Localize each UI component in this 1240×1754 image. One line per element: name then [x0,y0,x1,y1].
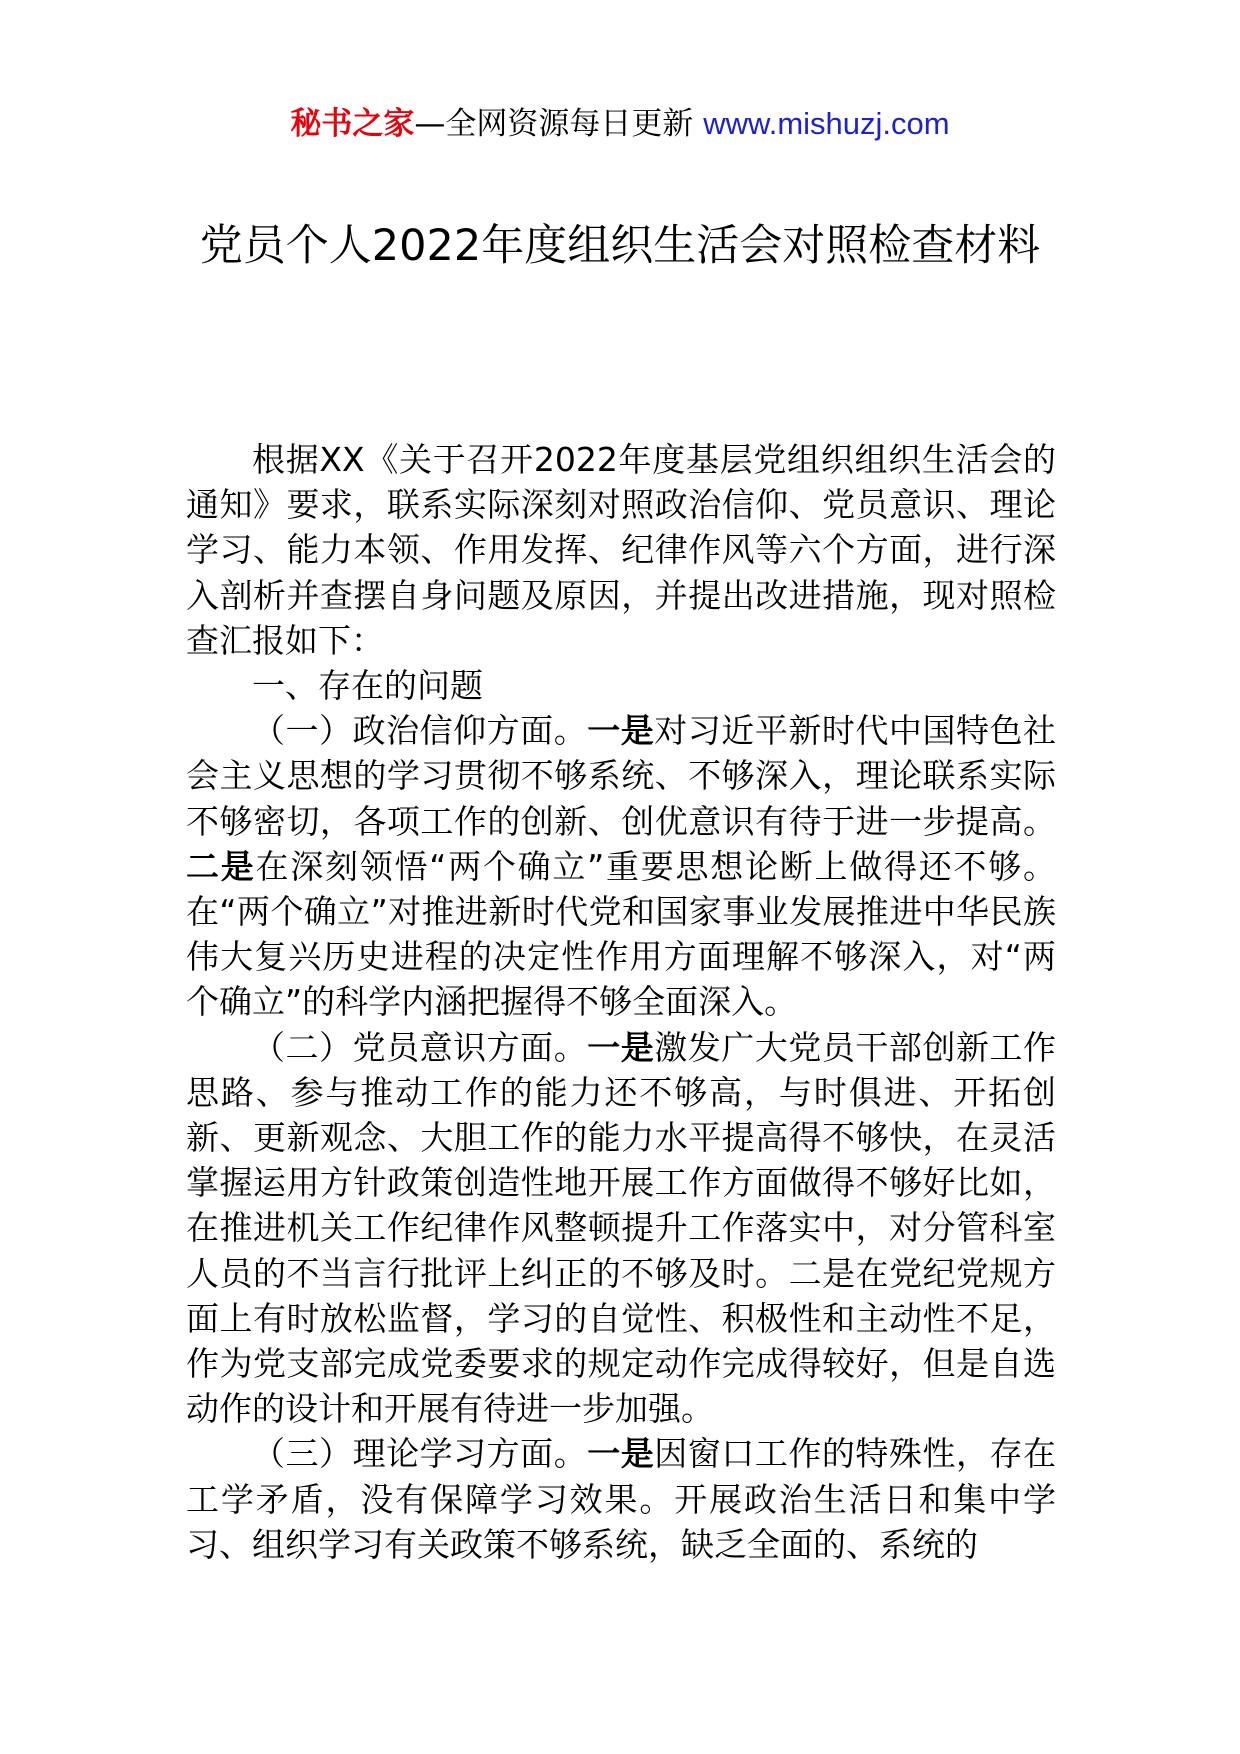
document-title: 党员个人2022年度组织生活会对照检查材料 [199,221,1041,271]
brand-name: 秘书之家 [290,106,415,142]
item-text: 对习近平新时代中国特色社会主义思想的学习贯彻不够系统、不够深入，理论联系实际不够密切，各项工作的创新、创优意识有待于进一步提高。 [186,711,1057,841]
bold-marker: 一是 [587,711,655,751]
bold-marker: 一是 [587,1434,655,1474]
site-header [0,100,1240,148]
item-lead: （一）政治信仰方面。 [252,711,588,751]
item-lead: （二）党员意识方面。 [252,1027,588,1067]
site-url-link[interactable]: www.mishuzj.com [703,106,950,141]
paragraph-theory-study [186,1431,1056,1567]
item-text: 因窗口工作的特殊性，存在工学矛盾，没有保障学习效果。开展政治生活日和集中学习、组织学习有关政策不够系统，缺乏全面的、系统的 [186,1434,1057,1564]
item-text: 在深刻领悟“两个确立”重要思想论断上做得还不够。在“两个确立”对推进新时代党和国家事业发展推进中华民族伟大复兴历史进程的决定性作用方面理解不够深入，对“两个确立”的科学内涵把握得不够全面深入。 [186,846,1057,1022]
paragraph-party-awareness [186,1025,1056,1432]
item-text: 激发广大党员干部创新工作思路、参与推动工作的能力还不够高，与时俱进、开拓创新、更新观念、大胆工作的能力水平提高得不够快，在灵活掌握运用方针政策创造性地开展工作方面做得不够好比如，在推进机关工作纪律作风整顿提升工作落实中，对分管科室人员的不当言行批评上纠正的不够及时。二是在党纪党规方面上有时放松监督，学习的自觉性、积极性和主动性不足，作为党支部完成党委要求的规定动作完成得较好，但是自选动作的设计和开展有待进一步加强。 [186,1027,1057,1429]
paragraph-political-belief [186,708,1056,1024]
item-lead: （三）理论学习方面。 [252,1434,588,1474]
header-slogan: —全网资源每日更新 [414,106,694,142]
bold-marker: 一是 [587,1027,655,1067]
intro-paragraph: 根据XX《关于召开2022年度基层党组织组织生活会的通知》要求，联系实际深刻对照政治信仰、党员意识、理论学习、能力本领、作用发挥、纪律作风等六个方面，进行深入剖析并查摆自身问题及原因，并提出改进措施，现对照检查汇报如下： [186,440,1056,660]
bold-marker: 二是 [186,846,256,886]
section-heading: 一、存在的问题 [252,666,483,706]
document-body [186,437,1056,1567]
